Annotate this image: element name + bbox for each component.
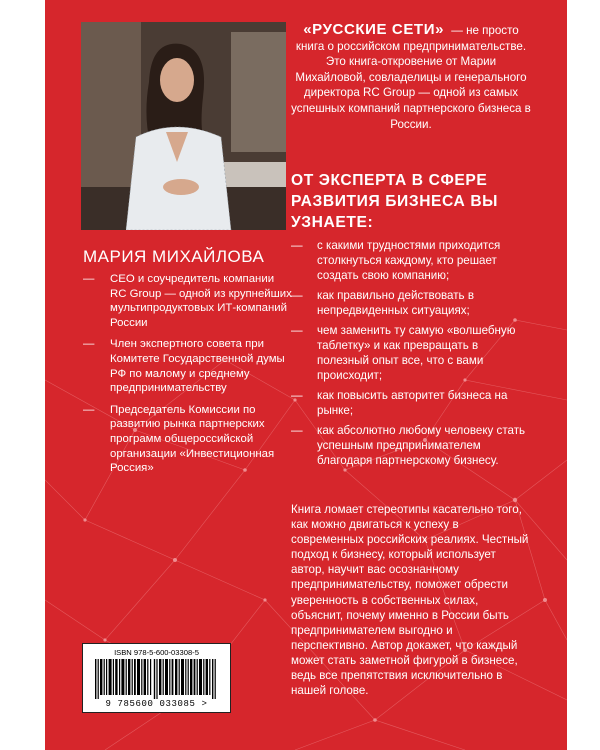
bio-item <box>83 272 293 330</box>
author-photo <box>81 22 286 230</box>
dash-marker: — <box>291 289 303 302</box>
learn-item <box>291 238 531 283</box>
learn-item-text: как абсолютно любому человеку стать успешным предпринимателем благодаря партнерскому бизнесу. <box>317 424 526 467</box>
barcode-box <box>82 643 231 713</box>
book-title: «РУССКИЕ СЕТИ» <box>303 21 445 38</box>
author-bio-list <box>83 272 293 483</box>
description-paragraph: Книга ломает стереотипы касательно того, как можно двигаться к успеху в современных российских реалиях. Честный подход к бизнесу, который использует автор, научит вас осознанному предпринимательству, поможет обрести уверенность в собственных силах, объяснит, почему именно в России быть предпринимателем выгодно и перспективно. Автор докажет, что каждый может стать заметной фигурой в бизнесе, ведь все препятствия исключительно в нашей голове. <box>291 503 529 698</box>
learn-list <box>291 238 531 473</box>
dash-marker: — <box>291 324 303 337</box>
dash-marker: — <box>291 389 303 402</box>
intro-text: — не просто книга о российском предпринимательстве. Это книга-откровение от Марии Михайловой, совладелицы и генерального директора RC Group — одной из самых успешных компаний партнерского бизнеса в России. <box>291 24 531 131</box>
author-name: МАРИЯ МИХАЙЛОВА <box>83 247 265 266</box>
learn-item-text: с какими трудностями приходится столкнуться каждому, кто решает создать свою компанию; <box>317 239 501 282</box>
bio-item-text: CEO и соучредитель компании RC Group — одной из крупнейших мультипродуктовых ИТ-компаний России <box>110 273 292 329</box>
learn-item-text: чем заменить ту самую «волшебную таблетку» и как превращать в полезный опыт все, что с вами происходит; <box>317 324 516 382</box>
bio-item-text: Член экспертного совета при Комитете Государственной думы РФ по малому и среднему предпринимательству <box>110 338 285 395</box>
bio-item <box>83 403 293 476</box>
learn-item <box>291 388 531 418</box>
isbn-label: ISBN 978-5-600-03308-5 <box>114 648 199 657</box>
learn-item <box>291 423 531 468</box>
learn-item-text: как повысить авторитет бизнеса на рынке; <box>317 389 508 417</box>
intro-paragraph <box>291 22 531 132</box>
dash-marker: — <box>83 338 95 351</box>
learn-item-text: как правильно действовать в непредвиденных ситуациях; <box>317 289 474 317</box>
barcode-number: 9 785600 033085 > <box>105 699 208 709</box>
learn-item <box>291 288 531 318</box>
learn-heading: ОТ ЭКСПЕРТА В СФЕРЕ РАЗВИТИЯ БИЗНЕСА ВЫ УЗНАЕТЕ: <box>291 172 499 231</box>
bio-item <box>83 337 293 395</box>
barcode-bars <box>95 659 219 699</box>
dash-marker: — <box>83 403 95 416</box>
book-back-cover <box>45 0 567 750</box>
bio-item-text: Председатель Комиссии по развитию рынка партнерских программ общероссийской организации «Инвестиционная Россия» <box>110 403 275 475</box>
dash-marker: — <box>291 424 303 437</box>
learn-item <box>291 323 531 383</box>
dash-marker: — <box>83 273 95 285</box>
dash-marker: — <box>291 239 303 252</box>
